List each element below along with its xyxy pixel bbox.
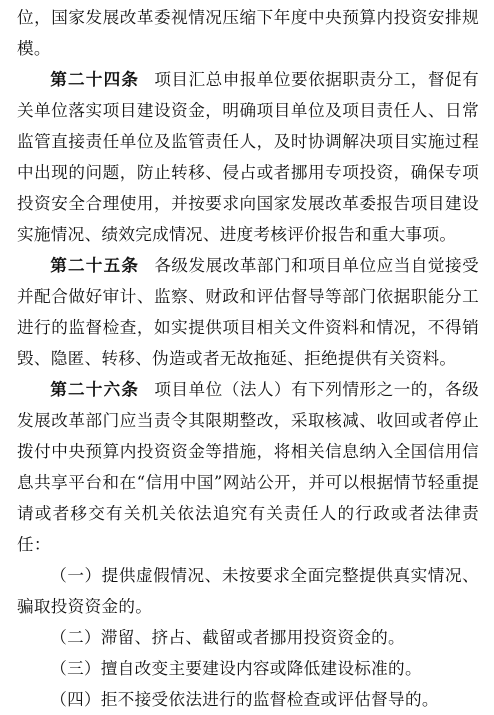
article-24: [17, 64, 479, 250]
article-heading: 第二十五条: [50, 255, 140, 275]
paragraph-text: 位，国家发展改革委视情况压缩下年度中央预算内投资安排规模。: [17, 8, 479, 58]
article-heading: 第二十六条: [50, 379, 140, 399]
article-text: 各级发展改革部门和项目单位应当自觉接受并配合做好审计、监察、财政和评估督导等部门依据职能分工进行的监督检查，如实提供项目相关文件资料和情况，不得销毁、隐匿、转移、伪造或者无故拖延、拒绝提供有关资料。: [17, 256, 480, 368]
article-text: 项目单位（法人）有下列情形之一的，各级发展改革部门应当责令其限期整改，采取核减、收回或者停止拨付中央预算内投资资金等措施，将相关信息纳入全国信用信息共享平台和在“信用中国”网站公开，并可以根据情节轻重提请或者移交有关机关依法追究有关责任人的行政或者法律责任：: [17, 380, 480, 554]
list-item-text: （二）滞留、挤占、截留或者挪用投资资金的。: [50, 628, 405, 647]
article-25: [17, 250, 479, 374]
list-item-4: [17, 684, 479, 715]
article-text: 项目汇总申报单位要依据职责分工，督促有关单位落实项目建设资金，明确项目单位及项目责任人、日常监管直接责任单位及监管责任人，及时协调解决项目实施过程中出现的问题，防止转移、侵占或者挪用专项投资，确保专项投资安全合理使用，并按要求向国家发展改革委报告项目建设实施情况、绩效完成情况、进度考核评价报告和重大事项。: [17, 70, 480, 244]
list-item-3: [17, 653, 479, 684]
list-item-2: [17, 622, 479, 653]
paragraph-continuation: [17, 2, 479, 64]
list-item-text: （三）擅自改变主要建设内容或降低建设标准的。: [50, 659, 422, 678]
article-heading: 第二十四条: [50, 69, 140, 89]
document-page: [17, 0, 479, 715]
list-item-1: [17, 560, 479, 622]
list-item-text: （一）提供虚假情况、未按要求全面完整提供真实情况、骗取投资资金的。: [17, 566, 479, 616]
list-item-text: （四）拒不接受依法进行的监督检查或评估督导的。: [50, 690, 439, 709]
article-26: [17, 374, 479, 560]
